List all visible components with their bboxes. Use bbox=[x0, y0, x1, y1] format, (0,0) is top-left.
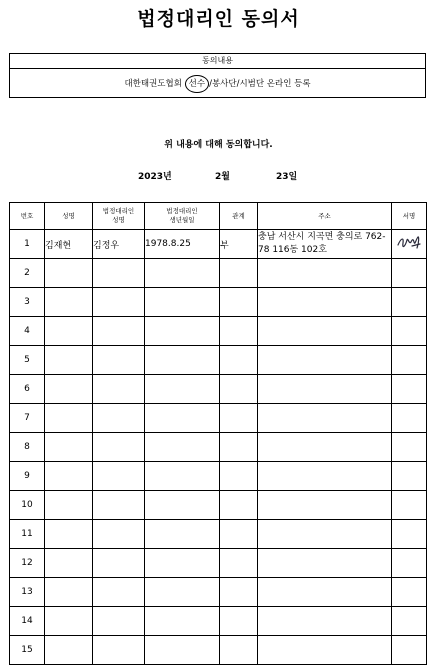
relationship bbox=[220, 288, 258, 317]
guardian-birthdate bbox=[145, 346, 220, 375]
guardian-birthdate bbox=[145, 607, 220, 636]
relationship bbox=[220, 259, 258, 288]
signature-cell bbox=[392, 636, 427, 665]
guardian-birthdate bbox=[145, 636, 220, 665]
header-signature: 서명 bbox=[392, 203, 427, 230]
table-row bbox=[10, 230, 427, 259]
guardian-name bbox=[93, 636, 145, 665]
participant-name bbox=[45, 433, 93, 462]
address bbox=[258, 636, 392, 665]
row-number: 14 bbox=[10, 607, 45, 636]
relationship bbox=[220, 433, 258, 462]
relationship bbox=[220, 549, 258, 578]
address bbox=[258, 520, 392, 549]
address bbox=[258, 259, 392, 288]
consent-table bbox=[9, 202, 427, 665]
header-rep-birth-line2: 생년월일 bbox=[169, 216, 195, 224]
guardian-birthdate bbox=[145, 462, 220, 491]
participant-name bbox=[45, 636, 93, 665]
circled-selection: 선수 bbox=[185, 75, 209, 93]
row-number: 2 bbox=[10, 259, 45, 288]
row-number: 9 bbox=[10, 462, 45, 491]
guardian-name bbox=[93, 346, 145, 375]
consent-content-box bbox=[9, 53, 426, 98]
consent-org: 대한태권도협회 bbox=[124, 79, 182, 89]
participant-name bbox=[45, 404, 93, 433]
guardian-name bbox=[93, 433, 145, 462]
table-row bbox=[10, 317, 427, 346]
guardian-name bbox=[93, 491, 145, 520]
participant-name bbox=[45, 491, 93, 520]
address bbox=[258, 317, 392, 346]
guardian-name bbox=[93, 520, 145, 549]
participant-name bbox=[45, 549, 93, 578]
participant-name bbox=[45, 520, 93, 549]
relationship bbox=[220, 636, 258, 665]
signature-cell bbox=[392, 230, 427, 259]
participant-name bbox=[45, 607, 93, 636]
guardian-name bbox=[93, 462, 145, 491]
consent-options: /봉사단/시범단 온라인 등록 bbox=[209, 79, 311, 89]
table-row bbox=[10, 404, 427, 433]
relationship bbox=[220, 346, 258, 375]
row-number: 15 bbox=[10, 636, 45, 665]
relationship bbox=[220, 491, 258, 520]
participant-name bbox=[45, 578, 93, 607]
table-row bbox=[10, 636, 427, 665]
row-number: 1 bbox=[10, 230, 45, 259]
signature-cell bbox=[392, 462, 427, 491]
table-row bbox=[10, 520, 427, 549]
signature-cell bbox=[392, 520, 427, 549]
address bbox=[258, 607, 392, 636]
table-row bbox=[10, 433, 427, 462]
date-year: 2023년 bbox=[138, 172, 172, 182]
guardian-birthdate bbox=[145, 433, 220, 462]
address: 충남 서산시 지곡면 충의로 762-78 116동 102호 bbox=[258, 230, 392, 259]
guardian-birthdate bbox=[145, 375, 220, 404]
guardian-birthdate bbox=[145, 404, 220, 433]
row-number: 12 bbox=[10, 549, 45, 578]
row-number: 6 bbox=[10, 375, 45, 404]
row-number: 10 bbox=[10, 491, 45, 520]
header-relation: 관계 bbox=[220, 203, 258, 230]
signature-cell bbox=[392, 578, 427, 607]
address bbox=[258, 346, 392, 375]
consent-content-text bbox=[10, 69, 425, 99]
guardian-birthdate bbox=[145, 491, 220, 520]
table-header-row bbox=[10, 203, 427, 230]
guardian-name bbox=[93, 375, 145, 404]
signature-cell bbox=[392, 317, 427, 346]
guardian-birthdate bbox=[145, 549, 220, 578]
signature-cell bbox=[392, 346, 427, 375]
table-row bbox=[10, 288, 427, 317]
participant-name bbox=[45, 346, 93, 375]
participant-name: 김재현 bbox=[45, 230, 93, 259]
header-rep-birth-line1: 법정대리인 bbox=[166, 207, 198, 215]
guardian-name: 김정우 bbox=[93, 230, 145, 259]
address bbox=[258, 288, 392, 317]
row-number: 5 bbox=[10, 346, 45, 375]
address bbox=[258, 549, 392, 578]
guardian-name bbox=[93, 404, 145, 433]
relationship bbox=[220, 578, 258, 607]
relationship bbox=[220, 607, 258, 636]
relationship: 부 bbox=[220, 230, 258, 259]
signature-cell bbox=[392, 375, 427, 404]
guardian-birthdate bbox=[145, 317, 220, 346]
address bbox=[258, 462, 392, 491]
row-number: 3 bbox=[10, 288, 45, 317]
address bbox=[258, 491, 392, 520]
guardian-name bbox=[93, 288, 145, 317]
table-row bbox=[10, 375, 427, 404]
document-title: 법정대리인 동의서 bbox=[137, 8, 300, 30]
header-rep-name bbox=[93, 203, 145, 230]
participant-name bbox=[45, 288, 93, 317]
table-row bbox=[10, 259, 427, 288]
signature-cell bbox=[392, 491, 427, 520]
header-rep-name-line1: 법정대리인 bbox=[102, 207, 135, 215]
address bbox=[258, 578, 392, 607]
relationship bbox=[220, 375, 258, 404]
participant-name bbox=[45, 317, 93, 346]
guardian-birthdate bbox=[145, 288, 220, 317]
row-number: 11 bbox=[10, 520, 45, 549]
row-number: 8 bbox=[10, 433, 45, 462]
header-address: 주소 bbox=[258, 203, 392, 230]
signature-cell bbox=[392, 607, 427, 636]
date-month: 2월 bbox=[215, 172, 230, 182]
participant-name bbox=[45, 375, 93, 404]
table-row bbox=[10, 607, 427, 636]
address bbox=[258, 433, 392, 462]
signature-cell bbox=[392, 288, 427, 317]
header-name: 성명 bbox=[45, 203, 93, 230]
guardian-name bbox=[93, 317, 145, 346]
guardian-name bbox=[93, 607, 145, 636]
header-rep-birth bbox=[145, 203, 220, 230]
participant-name bbox=[45, 462, 93, 491]
guardian-name bbox=[93, 259, 145, 288]
table-row bbox=[10, 578, 427, 607]
row-number: 7 bbox=[10, 404, 45, 433]
relationship bbox=[220, 462, 258, 491]
table-row bbox=[10, 491, 427, 520]
guardian-name bbox=[93, 578, 145, 607]
table-row bbox=[10, 346, 427, 375]
relationship bbox=[220, 404, 258, 433]
consent-content-header: 동의내용 bbox=[10, 54, 425, 69]
guardian-birthdate bbox=[145, 259, 220, 288]
row-number: 4 bbox=[10, 317, 45, 346]
agreement-statement: 위 내용에 대해 동의합니다. bbox=[164, 140, 273, 150]
guardian-name bbox=[93, 549, 145, 578]
guardian-birthdate bbox=[145, 578, 220, 607]
relationship bbox=[220, 520, 258, 549]
table-row bbox=[10, 462, 427, 491]
relationship bbox=[220, 317, 258, 346]
row-number: 13 bbox=[10, 578, 45, 607]
date-day: 23일 bbox=[276, 172, 298, 182]
signature-cell bbox=[392, 433, 427, 462]
header-no: 번호 bbox=[10, 203, 45, 230]
guardian-birthdate bbox=[145, 520, 220, 549]
address bbox=[258, 404, 392, 433]
signature-cell bbox=[392, 404, 427, 433]
signature-cell bbox=[392, 259, 427, 288]
header-rep-name-line2: 성명 bbox=[112, 216, 125, 224]
handwritten-signature-icon bbox=[396, 233, 422, 253]
address bbox=[258, 375, 392, 404]
participant-name bbox=[45, 259, 93, 288]
table-row bbox=[10, 549, 427, 578]
signature-cell bbox=[392, 549, 427, 578]
guardian-birthdate: 1978.8.25 bbox=[145, 230, 220, 259]
